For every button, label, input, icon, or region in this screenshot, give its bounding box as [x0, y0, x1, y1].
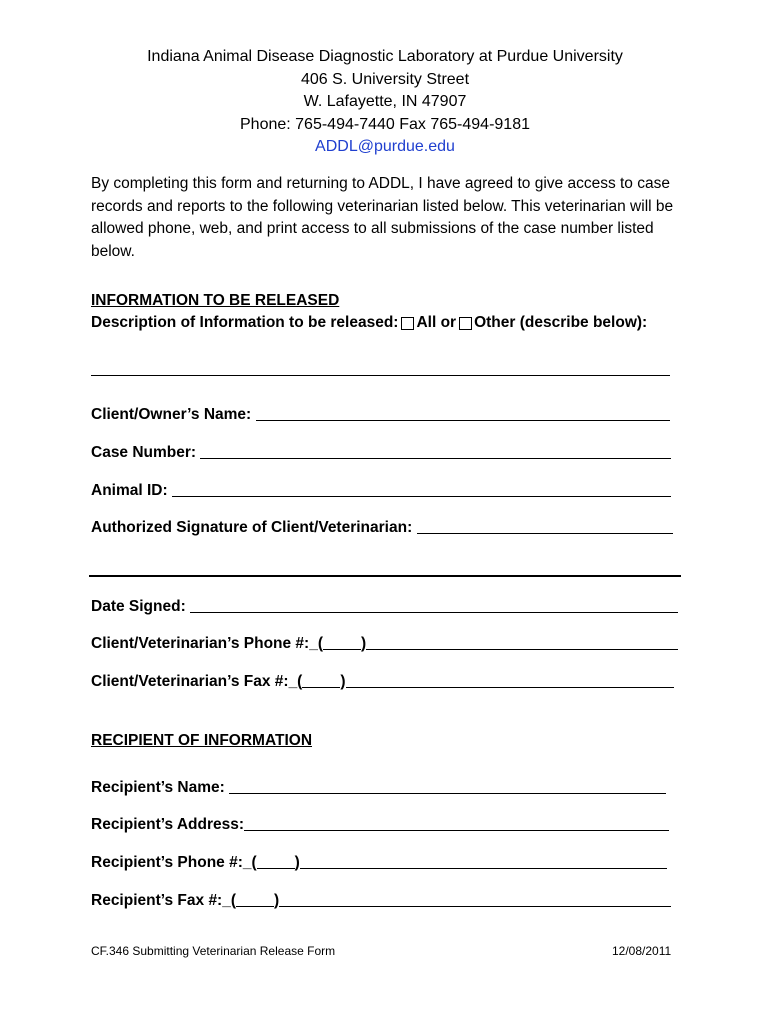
recipient-phone-line[interactable]: [300, 868, 667, 869]
recipient-fax-field[interactable]: [91, 888, 671, 910]
all-checkbox[interactable]: [401, 317, 414, 330]
area-code-open: _(: [309, 635, 324, 652]
client-name-label: Client/Owner’s Name:: [91, 406, 252, 423]
recipient-area-code-line[interactable]: [257, 868, 295, 869]
client-name-line[interactable]: [256, 420, 670, 421]
client-fax-line[interactable]: [346, 687, 674, 688]
area-code-close: ): [361, 635, 367, 652]
description-input-line[interactable]: [91, 375, 670, 376]
area-code-line[interactable]: [323, 649, 361, 650]
other-checkbox[interactable]: [459, 317, 472, 330]
fax-area-code-open: _(: [288, 673, 303, 690]
other-option-label: Other (describe below):: [474, 314, 648, 331]
footer-form-name: CF.346 Submitting Veterinarian Release Form: [91, 944, 336, 958]
recipient-name-line[interactable]: [229, 793, 666, 794]
client-name-field[interactable]: [91, 402, 670, 424]
client-phone-label: Client/Veterinarian’s Phone #:: [91, 635, 310, 652]
date-signed-line[interactable]: [190, 612, 678, 613]
recipient-fax-label: Recipient’s Fax #:: [91, 892, 223, 909]
description-label: Description of Information to be released:: [91, 314, 399, 331]
lab-name: Indiana Animal Disease Diagnostic Laboratory at Purdue University: [147, 48, 623, 65]
animal-id-line[interactable]: [172, 496, 671, 497]
recipient-fax-area-close: ): [274, 892, 280, 909]
consent-paragraph: By completing this form and returning to ADDL, I have agreed to give access to case records and reports to the following veterinarian listed below. This veterinarian will be allowed phone, web, and print access to all submissions of the case number listed below.: [91, 175, 674, 260]
info-section-title: INFORMATION TO BE RELEASED: [91, 292, 340, 309]
animal-id-label: Animal ID:: [91, 482, 168, 499]
lab-header: [0, 46, 770, 159]
description-row: [91, 314, 647, 332]
recipient-area-code-open: _(: [242, 854, 257, 871]
client-phone-field[interactable]: [91, 631, 678, 653]
recipient-fax-area-line[interactable]: [236, 906, 274, 907]
signature-label: Authorized Signature of Client/Veterinarian:: [91, 519, 413, 536]
recipient-address-line[interactable]: [244, 830, 669, 831]
date-signed-field[interactable]: [91, 594, 678, 616]
case-number-line[interactable]: [200, 458, 671, 459]
recipient-fax-area-open: _(: [222, 892, 237, 909]
recipient-phone-field[interactable]: [91, 850, 667, 872]
fax-area-code-line[interactable]: [302, 687, 340, 688]
lab-phone-fax: Phone: 765-494-7440 Fax 765-494-9181: [240, 115, 530, 133]
date-signed-label: Date Signed:: [91, 598, 186, 615]
recipient-address-field[interactable]: [91, 812, 669, 834]
signature-field[interactable]: [91, 515, 673, 537]
recipient-phone-label: Recipient’s Phone #:: [91, 854, 243, 871]
fax-area-code-close: ): [340, 673, 346, 690]
lab-city: W. Lafayette, IN 47907: [303, 93, 467, 110]
all-option-label: All or: [416, 314, 457, 331]
recipient-area-code-close: ): [294, 854, 300, 871]
recipient-section-title: RECIPIENT OF INFORMATION: [91, 732, 313, 749]
lab-street: 406 S. University Street: [300, 70, 470, 88]
recipient-fax-line[interactable]: [279, 906, 671, 907]
client-fax-field[interactable]: [91, 669, 674, 691]
case-number-label: Case Number:: [91, 444, 197, 461]
client-fax-label: Client/Veterinarian’s Fax #:: [91, 673, 289, 690]
lab-email-link[interactable]: ADDL@purdue.edu: [315, 138, 455, 155]
case-number-field[interactable]: [91, 440, 671, 462]
signature-line[interactable]: [417, 533, 673, 534]
recipient-name-field[interactable]: [91, 775, 666, 797]
recipient-name-label: Recipient’s Name:: [91, 779, 225, 796]
section-divider: [89, 575, 681, 577]
recipient-address-label: Recipient’s Address:: [91, 816, 245, 833]
client-phone-line[interactable]: [366, 649, 678, 650]
footer-date: 12/08/2011: [612, 944, 672, 958]
animal-id-field[interactable]: [91, 478, 671, 500]
